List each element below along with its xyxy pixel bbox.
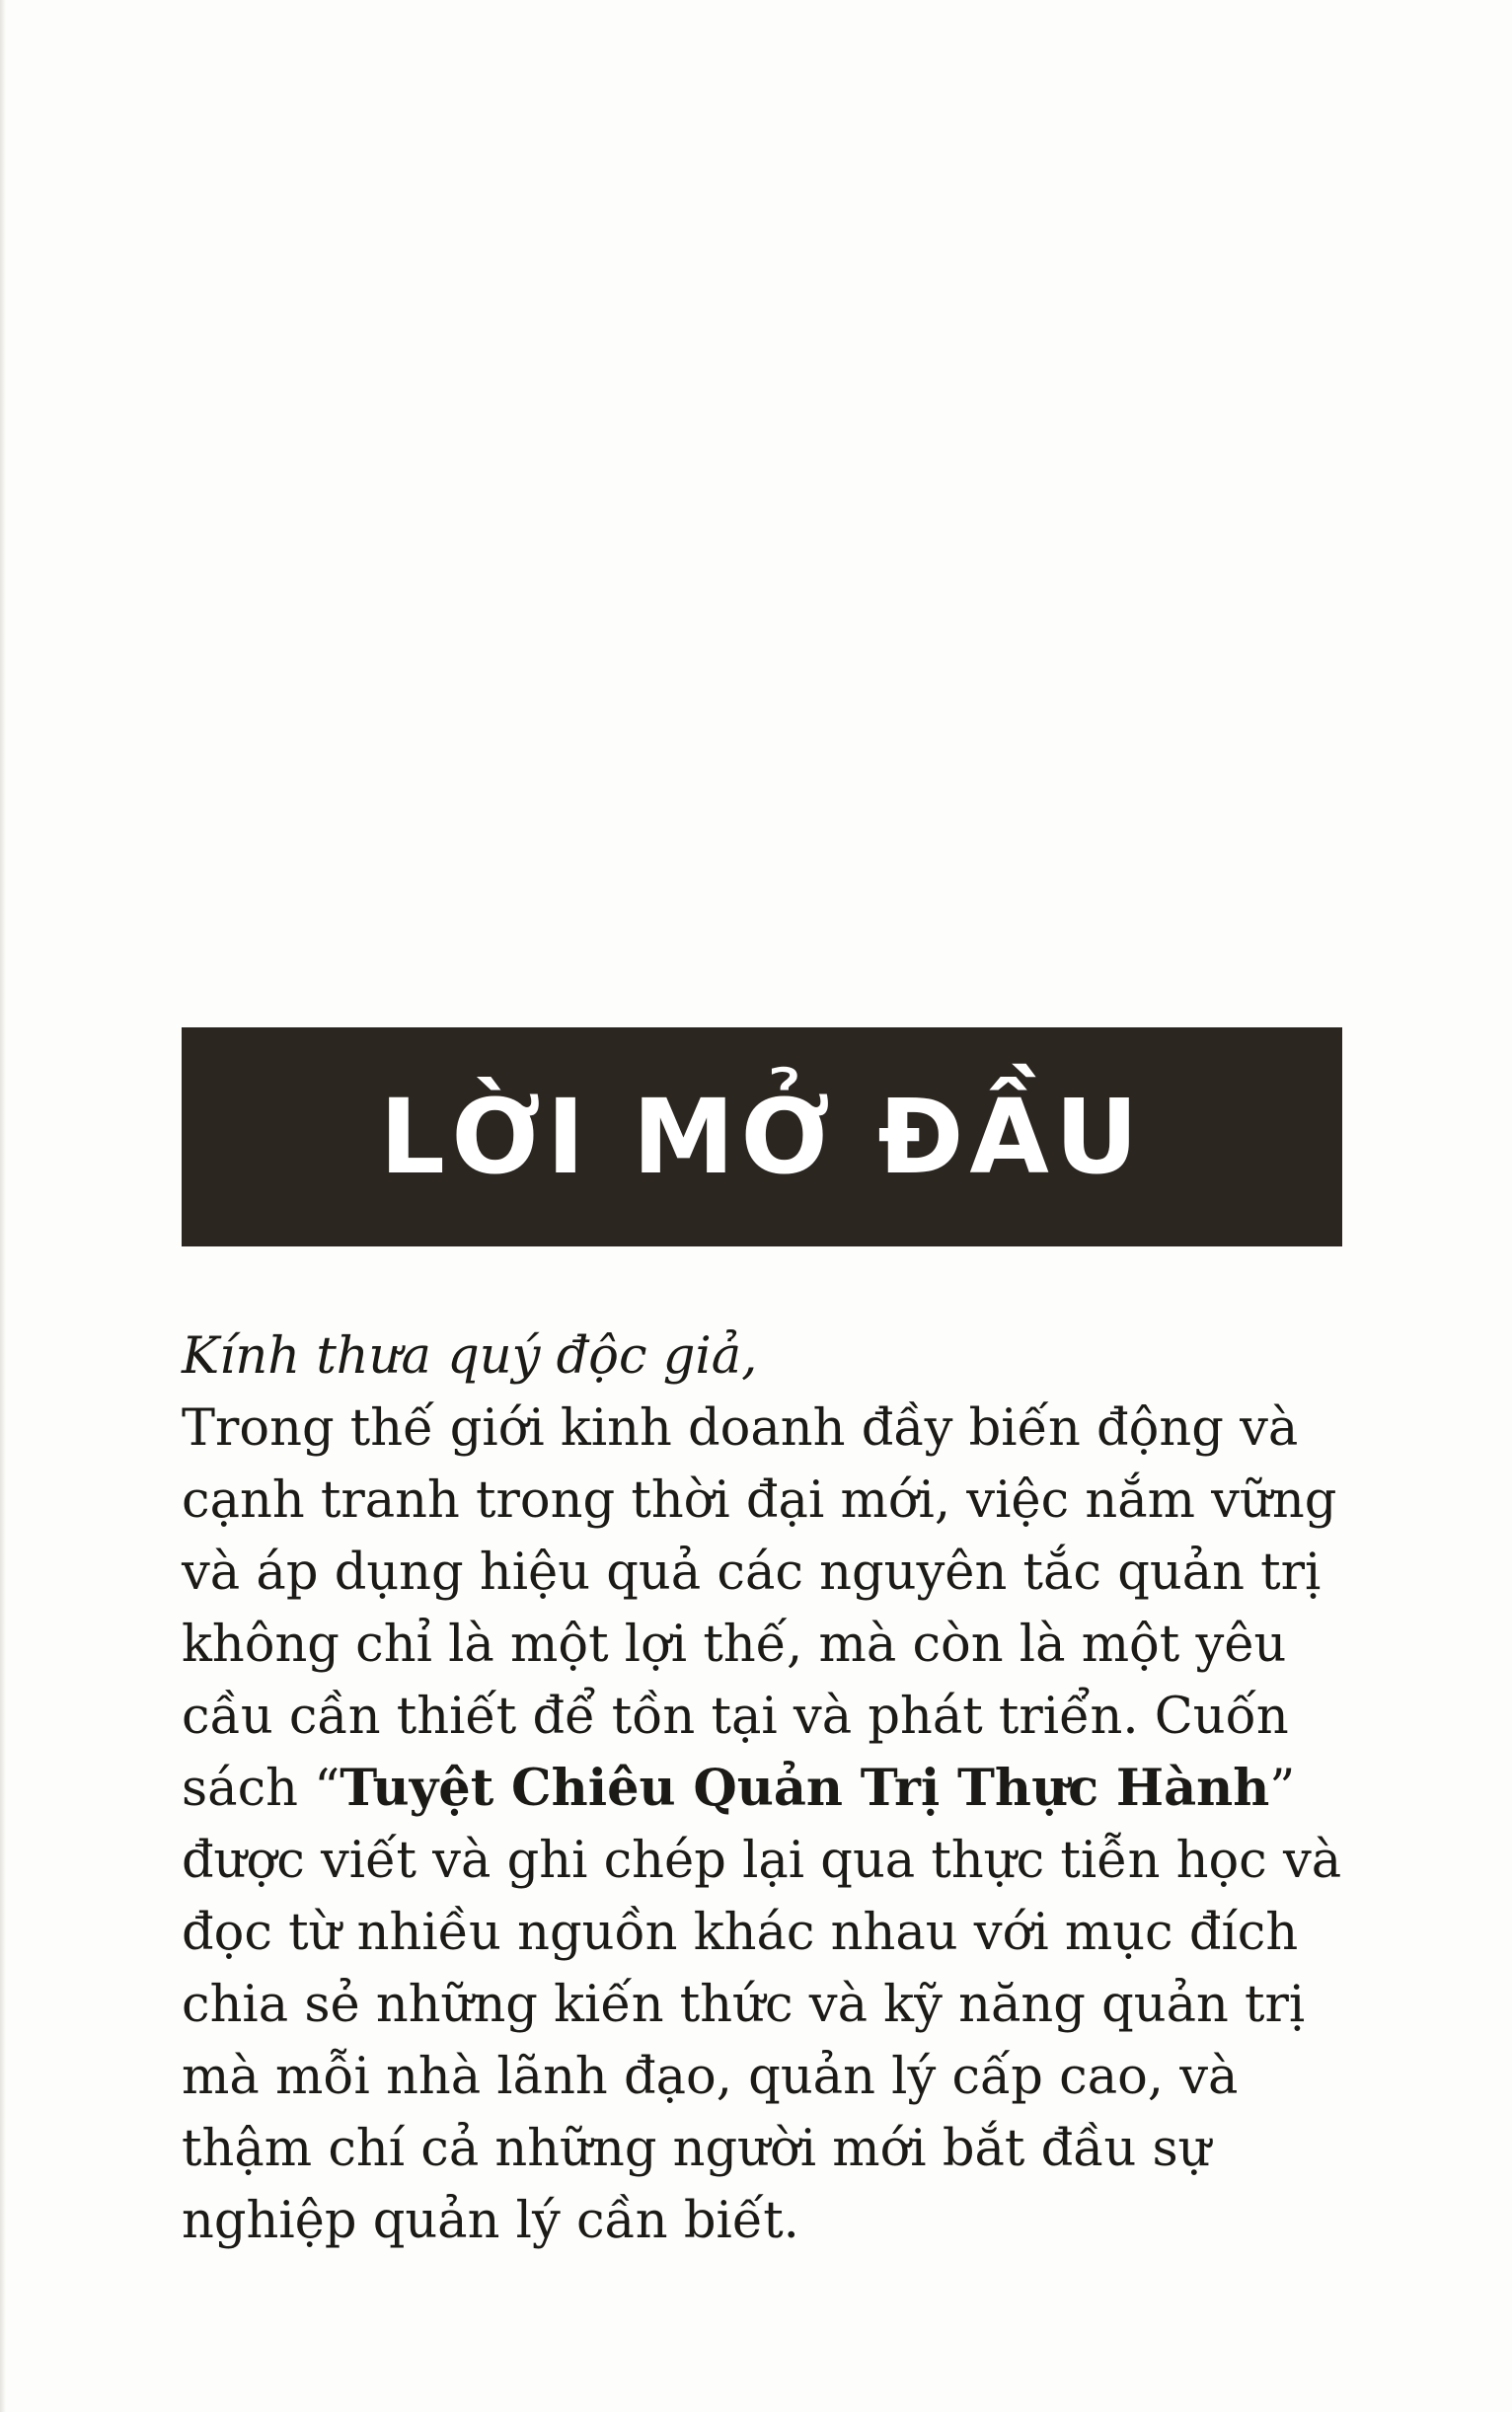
intro-paragraph — [182, 1393, 1366, 2257]
salutation: Kính thưa quý độc giả, — [182, 1327, 758, 1386]
paragraph-part-2: ” được viết và ghi chép lại qua thực tiễn học và đọc từ nhiều nguồn khác nhau với mục đích chia sẻ những kiến thức và kỹ năng quản trị mà mỗi nhà lãnh đạo, quản lý cấp cao, và thậm chí cả những người mới bắt đầu sự nghiệp quản lý cần biết. — [182, 1760, 1342, 2250]
page-title: LỜI MỞ ĐẦU — [379, 1077, 1145, 1197]
title-banner — [182, 1027, 1342, 1246]
paragraph-part-1: Trong thế giới kinh doanh đầy biến động và cạnh tranh trong thời đại mới, việc nắm vững và áp dụng hiệu quả các nguyên tắc quản trị không chỉ là một lợi thế, mà còn là một yêu cầu cần thiết để tồn tại và phát triển. Cuốn sách “ — [182, 1399, 1337, 1818]
page-edge — [0, 0, 6, 2412]
book-title: Tuyệt Chiêu Quản Trị Thực Hành — [340, 1759, 1270, 1818]
body-text — [182, 1320, 1366, 2257]
